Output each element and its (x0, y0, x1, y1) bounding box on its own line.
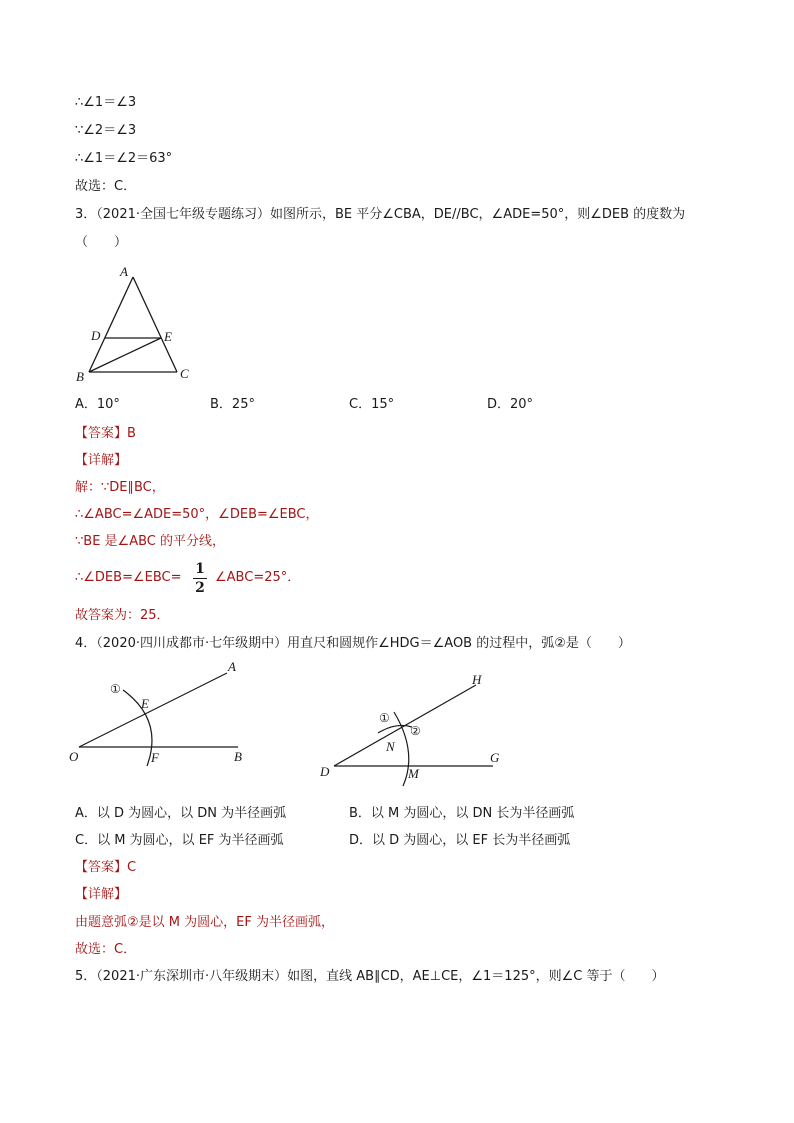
q3-option-d: D．20° (487, 397, 534, 412)
q3-solution-4-post: ∠ABC=25°． (215, 570, 301, 585)
fig2-label-m: M (408, 766, 419, 781)
arc-2 (378, 725, 412, 733)
segment-be (89, 338, 161, 372)
label-d: D (91, 328, 101, 343)
q3-solution-4-pre: ∴∠DEB=∠EBC= (75, 570, 182, 585)
line-because-2-eq-3: ∵∠2＝∠3 (75, 123, 137, 138)
line-therefore-1-eq-3: ∴∠1＝∠3 (75, 95, 137, 110)
fig1-label-a: A (228, 659, 236, 674)
q4-option-c: C．以 M 为圆心，以 EF 为半径画弧 (75, 833, 284, 848)
q3-stem: 3．（2021·全国七年级专题练习）如图所示，BE 平分∠CBA，DE//BC，∠ADE=50°，则∠DEB 的度数为 (75, 207, 686, 222)
q5-stem: 5．（2021·广东深圳市·八年级期末）如图，直线 AB∥CD，AE⊥CE，∠1＝125°，则∠C 等于（ ） (75, 969, 665, 984)
fig1-label-e: E (141, 696, 149, 711)
q3-solution-1: 解：∵DE∥BC， (75, 480, 165, 495)
q3-solution-3: ∵BE 是∠ABC 的平分线， (75, 534, 225, 549)
q3-detail-heading: 【详解】 (75, 453, 128, 468)
q3-final: 故答案为：25． (75, 608, 170, 623)
q4-option-a: A．以 D 为圆心，以 DN 为半径画弧 (75, 806, 287, 821)
fraction-numerator: 1 (195, 561, 205, 577)
ray-oa (79, 673, 227, 747)
q4-stem: 4．（2020·四川成都市·七年级期中）用直尺和圆规作∠HDG＝∠AOB 的过程中，弧②是（ ） (75, 636, 631, 651)
fig2-arc-1-label: ① (379, 711, 390, 725)
fraction-denominator: 2 (195, 580, 205, 596)
fig2-label-d: D (320, 764, 330, 779)
q4-option-d: D．以 D 为圆心，以 EF 长为半径画弧 (349, 833, 571, 848)
q4-final: 故选：C． (75, 942, 137, 957)
line-choose-c: 故选：C． (75, 179, 137, 194)
fig2-label-h: H (472, 672, 482, 687)
q3-option-c: C．15° (349, 397, 395, 412)
fig2-arc-2-label: ② (410, 724, 421, 738)
fig1-arc-1-label: ① (110, 682, 121, 696)
label-e: E (164, 329, 172, 344)
label-b: B (76, 369, 84, 384)
fig2-label-n: N (386, 739, 395, 754)
q3-option-b: B．25° (210, 397, 255, 412)
q4-detail-heading: 【详解】 (75, 887, 128, 902)
q3-answer: 【答案】B (75, 426, 136, 441)
q3-stem-parens: （ ） (75, 235, 128, 250)
side-ac (133, 277, 177, 372)
fig1-label-o: O (69, 749, 79, 764)
arc-ef (123, 690, 152, 766)
fig2-label-g: G (490, 750, 500, 765)
side-ab (89, 277, 133, 372)
q4-option-b: B．以 M 为圆心，以 DN 长为半径画弧 (349, 806, 575, 821)
ray-dh (334, 685, 476, 766)
arc-mn (394, 712, 409, 786)
label-a: A (120, 264, 128, 279)
fig1-label-b: B (234, 749, 242, 764)
fig1-label-f: F (151, 750, 159, 765)
label-c: C (180, 366, 189, 381)
q4-answer: 【答案】C (75, 860, 137, 875)
q4-solution-1: 由题意弧②是以 M 为圆心，EF 为半径画弧， (75, 915, 334, 930)
q3-option-a: A．10° (75, 397, 120, 412)
line-therefore-1-eq-2: ∴∠1＝∠2＝63° (75, 151, 173, 166)
q3-solution-2: ∴∠ABC=∠ADE=50°，∠DEB=∠EBC， (75, 507, 319, 522)
